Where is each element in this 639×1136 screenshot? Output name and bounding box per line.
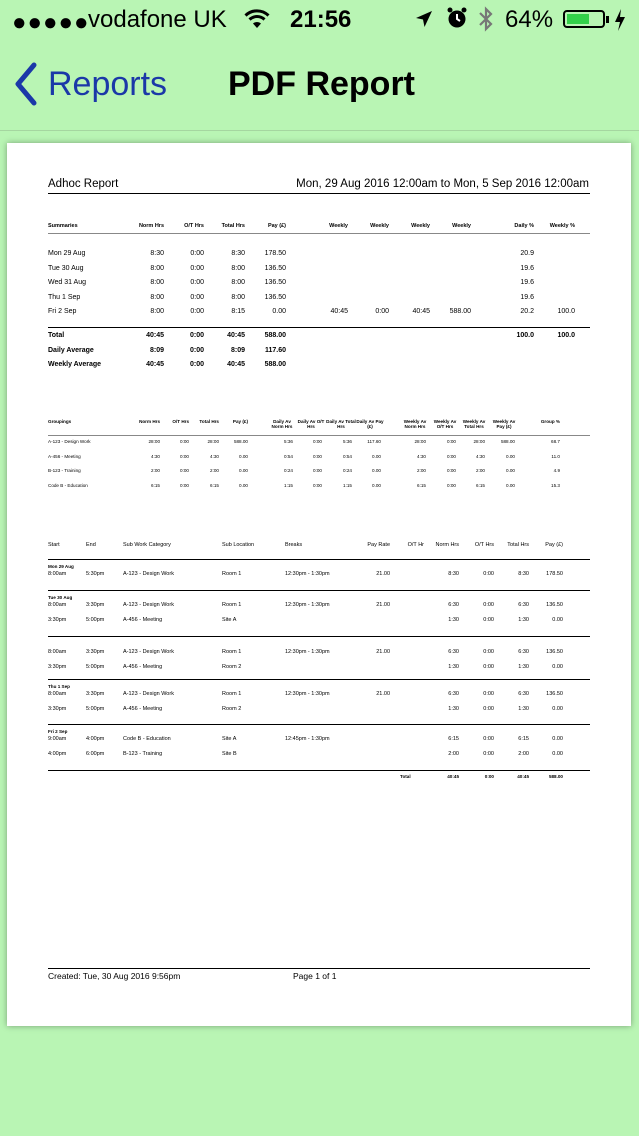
detail-cell: A-456 - Meeting [123, 706, 163, 712]
summary-cell: 8:00 [150, 279, 164, 286]
detail-cell: A-456 - Meeting [123, 664, 163, 670]
summary-cell: 19.6 [520, 264, 534, 272]
day-label: Fri 2 Sep [48, 729, 68, 734]
detail-cell: 0:00 [483, 571, 494, 577]
groupings-cell: 1:15 [343, 482, 352, 488]
summary-cell: 19.6 [520, 279, 534, 286]
detail-header: Pay Rate [367, 542, 390, 548]
groupings-cell: 0.00 [372, 468, 381, 473]
groupings-header: Weekly Av Total Hrs [462, 419, 486, 429]
detail-cell: 0.00 [552, 751, 563, 757]
day-rule [48, 724, 590, 725]
groupings-cell: 4:30 [151, 453, 160, 459]
summary-total-cell: Daily Average [48, 346, 94, 354]
groupings-header: Weekly Av O/T Hrs [433, 419, 457, 429]
summary-total-cell: Total [48, 332, 65, 339]
day-label: Tue 30 Aug [48, 595, 73, 600]
detail-cell: 3:30pm [48, 617, 67, 623]
groupings-cell: 0:54 [284, 453, 293, 459]
created-date: Created: Tue, 30 Aug 2016 9:56pm [48, 971, 181, 981]
detail-cell: Site B [222, 751, 237, 757]
detail-cell: 1:30 [518, 617, 529, 623]
detail-cell: Room 1 [222, 649, 242, 655]
detail-header: Breaks [285, 542, 303, 548]
groupings-header: Daily Av Total Hrs [326, 419, 356, 429]
summary-header: Weekly % [549, 223, 575, 229]
groupings-cell: 28:00 [473, 439, 485, 444]
detail-cell: 0:00 [483, 751, 494, 757]
detail-header-rule [48, 559, 590, 560]
signal-icon: ●●●●● [12, 9, 90, 36]
detail-cell: 6:30 [448, 649, 459, 655]
groupings-header: Group % [540, 419, 560, 424]
detail-cell: 0.00 [552, 617, 563, 623]
detail-cell: 3:30pm [86, 602, 105, 608]
groupings-header: Norm Hrs [139, 419, 160, 424]
summary-total-cell: 40:45 [146, 332, 164, 339]
summary-cell: 100.0 [557, 308, 575, 315]
detail-cell: 12:30pm - 1:30pm [285, 649, 330, 655]
groupings-header: Daily Av Norm Hrs [271, 419, 293, 429]
detail-header: Start [48, 542, 60, 548]
detail-cell: 1:30 [518, 664, 529, 670]
detail-cell: Room 1 [222, 691, 242, 697]
wifi-icon [244, 8, 270, 37]
groupings-cell: 0:24 [343, 468, 352, 473]
groupings-cell: 0:00 [180, 439, 189, 444]
groupings-cell: 2:00 [476, 468, 485, 473]
groupings-cell: 0.00 [372, 453, 381, 459]
groupings-header: Pay (£) [232, 419, 248, 424]
report-date-range: Mon, 29 Aug 2016 12:00am to Mon, 5 Sep 2016 12:00am [296, 178, 589, 190]
detail-cell: 8:00am [48, 602, 67, 608]
detail-cell: 2:00 [518, 751, 529, 757]
detail-cell: Site A [222, 736, 237, 742]
summary-total-cell: 0:00 [189, 361, 204, 368]
day-rule [48, 679, 590, 680]
groupings-cell: 0.00 [239, 482, 248, 488]
groupings-cell: 0:00 [447, 453, 456, 459]
groupings-cell: 0:00 [313, 439, 322, 444]
groupings-cell: 0.00 [239, 453, 248, 459]
detail-cell: 0:00 [483, 649, 494, 655]
groupings-header: Total Hrs [199, 419, 219, 424]
summary-cell: 588.00 [449, 308, 471, 315]
detail-cell: 21.00 [376, 649, 390, 655]
detail-cell: Room 1 [222, 602, 242, 608]
detail-cell: 6:30 [448, 691, 459, 697]
summary-total-cell: 0:00 [189, 346, 204, 354]
groupings-cell: 0:00 [180, 482, 189, 488]
detail-cell: 8:30 [448, 571, 459, 577]
detail-cell: 136.50 [546, 649, 563, 655]
summary-cell: Wed 31 Aug [48, 279, 87, 286]
groupings-cell: 2:00 [417, 468, 426, 473]
detail-cell: 6:30 [518, 602, 529, 608]
groupings-header: Weekly Av Pay (£) [492, 419, 516, 429]
groupings-cell: 0:00 [447, 482, 456, 488]
summary-cell: 136.50 [264, 293, 286, 301]
detail-cell: 0.00 [552, 706, 563, 712]
groupings-cell: A-456 - Meeting [48, 453, 81, 459]
summary-total-cell: 40:45 [227, 332, 245, 339]
charging-bolt-icon [614, 8, 626, 38]
detail-header: Total Hrs [507, 542, 529, 548]
detail-cell: 4:00pm [48, 751, 67, 757]
groupings-header: Daily Av O/T Hrs [297, 419, 325, 429]
groupings-cell: 0.00 [239, 468, 248, 473]
detail-cell: A-456 - Meeting [123, 617, 163, 623]
summary-cell: 0:00 [190, 264, 204, 272]
summary-total-cell: 117.60 [264, 346, 286, 354]
detail-cell: 6:30 [448, 602, 459, 608]
summary-cell: Thu 1 Sep [48, 293, 81, 301]
detail-header: Norm Hrs [435, 542, 459, 548]
groupings-cell: 0:00 [313, 482, 322, 488]
back-button-label: Reports [48, 64, 168, 103]
detail-cell: 6:30 [518, 649, 529, 655]
detail-cell: 8:00am [48, 571, 67, 577]
summary-cell: 136.50 [264, 279, 286, 286]
day-rule [48, 590, 590, 591]
detail-cell: 9:00am [48, 736, 67, 742]
groupings-cell: 588.00 [233, 439, 248, 444]
detail-cell: 136.50 [546, 691, 563, 697]
detail-cell: 12:30pm - 1:30pm [285, 691, 330, 697]
detail-cell: 6:15 [518, 736, 529, 742]
summary-cell: Mon 29 Aug [48, 250, 86, 257]
detail-cell: 0:00 [483, 706, 494, 712]
summary-total-cell: 40:45 [227, 361, 245, 368]
detail-cell: 1:30 [448, 706, 459, 712]
detail-cell: 0:00 [483, 691, 494, 697]
groupings-header-rule [48, 435, 590, 436]
alarm-clock-icon [446, 6, 468, 37]
detail-cell: 3:30pm [48, 706, 67, 712]
summary-cell: 8:15 [231, 308, 245, 315]
groupings-cell: 4:30 [210, 453, 219, 459]
summary-cell: 19.6 [520, 293, 534, 301]
detail-cell: 1:30 [518, 706, 529, 712]
detail-cell: 3:30pm [86, 649, 105, 655]
summary-total-cell: 40:45 [146, 361, 164, 368]
summary-total-cell: 100.0 [516, 332, 534, 339]
detail-header: Sub Work Category [123, 542, 171, 548]
summary-cell: 0:00 [190, 279, 204, 286]
summary-total-cell: 8:09 [149, 346, 164, 354]
footer-rule [48, 968, 590, 969]
summary-total-cell: 0:00 [189, 332, 204, 339]
day-label: Thu 1 Sep [48, 684, 70, 689]
summary-cell: 40:45 [330, 308, 348, 315]
groupings-cell: 68.7 [551, 439, 560, 444]
day-rule [48, 636, 590, 637]
summary-cell: 8:00 [231, 279, 245, 286]
summary-header: Norm Hrs [138, 223, 164, 229]
summary-total-cell: 8:09 [230, 346, 245, 354]
detail-cell: 3:30pm [86, 691, 105, 697]
groupings-cell: Code B - Education [48, 482, 88, 488]
summary-total-cell: 588.00 [264, 332, 286, 339]
detail-total-rule [48, 770, 590, 771]
detail-cell: 5:30pm [86, 571, 105, 577]
summary-total-cell: Weekly Average [48, 361, 102, 368]
battery-percent: 64% [505, 6, 554, 33]
detail-cell: 21.00 [376, 571, 390, 577]
groupings-cell: A-123 - Design Work [48, 439, 91, 444]
summary-cell: 136.50 [264, 264, 286, 272]
detail-cell: 21.00 [376, 691, 390, 697]
summary-cell: 8:00 [231, 293, 245, 301]
detail-cell: 0:00 [483, 664, 494, 670]
summary-header: O/T Hrs [184, 223, 204, 229]
detail-total-label: Total [400, 774, 411, 779]
summary-total-rule [48, 327, 590, 328]
groupings-cell: 4:30 [417, 453, 426, 459]
groupings-cell: 117.60 [367, 439, 381, 444]
detail-cell: 6:30 [518, 691, 529, 697]
groupings-cell: 2:00 [210, 468, 219, 473]
bluetooth-icon [478, 6, 494, 39]
groupings-cell: 28:00 [414, 439, 426, 444]
groupings-cell: 0:00 [313, 468, 322, 473]
summary-header: Weekly [370, 223, 389, 229]
groupings-cell: 28:00 [148, 439, 160, 444]
detail-cell: 5:00pm [86, 664, 105, 670]
summary-header: Pay (£) [267, 223, 286, 229]
summary-header: Weekly [452, 223, 471, 229]
status-bar [0, 0, 639, 40]
summary-cell: 0:00 [190, 250, 204, 257]
groupings-cell: 4.9 [553, 468, 560, 473]
detail-cell: 0:00 [483, 617, 494, 623]
detail-cell: 12:45pm - 1:30pm [285, 736, 330, 742]
detail-cell: Site A [222, 617, 237, 623]
detail-cell: 3:30pm [48, 664, 67, 670]
detail-cell: 0.00 [552, 736, 563, 742]
groupings-cell: 0.00 [372, 482, 381, 488]
summary-header: Daily % [514, 223, 534, 229]
summary-cell: 0:00 [375, 308, 389, 315]
groupings-cell: 0:00 [180, 453, 189, 459]
summary-cell: 178.50 [264, 250, 286, 257]
summary-header: Summaries [48, 223, 78, 229]
summary-total-cell: 100.0 [557, 332, 575, 339]
detail-total-cell: 588.00 [548, 774, 563, 779]
groupings-cell: 2:00 [151, 468, 160, 473]
detail-cell: 136.50 [546, 602, 563, 608]
detail-header: O/T Hrs [474, 542, 494, 548]
groupings-cell: 6:15 [210, 482, 219, 488]
groupings-cell: 0:00 [180, 468, 189, 473]
detail-cell: A-123 - Design Work [123, 571, 174, 577]
summary-cell: 8:00 [231, 264, 245, 272]
detail-cell: Code B - Education [123, 736, 171, 742]
detail-cell: 0:00 [483, 602, 494, 608]
summary-cell: Tue 30 Aug [48, 264, 84, 272]
summary-cell: 0.00 [272, 308, 286, 315]
groupings-header: Weekly Av Norm Hrs [403, 419, 427, 429]
summary-cell: 20.9 [520, 250, 534, 257]
header-rule [48, 193, 590, 194]
detail-cell: A-123 - Design Work [123, 602, 174, 608]
report-title: Adhoc Report [48, 178, 119, 190]
groupings-cell: 6:15 [417, 482, 426, 488]
groupings-header: O/T Hrs [172, 419, 189, 424]
clock-time: 21:56 [290, 6, 352, 33]
detail-cell: 0:00 [483, 736, 494, 742]
summary-cell: 8:30 [150, 250, 164, 257]
detail-cell: 21.00 [376, 602, 390, 608]
groupings-cell: 6:15 [476, 482, 485, 488]
detail-cell: 8:00am [48, 691, 67, 697]
groupings-cell: 0:54 [343, 453, 352, 459]
summary-cell: 0:00 [190, 293, 204, 301]
groupings-cell: 1:15 [284, 482, 293, 488]
detail-header: Pay (£) [545, 542, 563, 548]
summary-cell: 40:45 [412, 308, 430, 315]
summary-header-rule [48, 233, 590, 234]
detail-cell: Room 2 [222, 664, 242, 670]
detail-cell: 12:30pm - 1:30pm [285, 571, 330, 577]
groupings-cell: 5:36 [343, 439, 352, 444]
summary-cell: 8:00 [150, 264, 164, 272]
groupings-cell: 5:36 [284, 439, 293, 444]
groupings-cell: B-123 - Training [48, 468, 81, 473]
groupings-cell: 6:15 [151, 482, 160, 488]
detail-cell: A-123 - Design Work [123, 691, 174, 697]
detail-cell: 178.50 [546, 571, 563, 577]
groupings-cell: 0:00 [447, 468, 456, 473]
detail-header: Sub Location [222, 542, 255, 548]
detail-header: O/T Hr [407, 542, 424, 548]
groupings-cell: 0:00 [447, 439, 456, 444]
carrier-name: vodafone UK [88, 6, 227, 33]
groupings-cell: 4:30 [476, 453, 485, 459]
summary-cell: 0:00 [190, 308, 204, 315]
detail-cell: 4:00pm [86, 736, 105, 742]
summary-total-cell: 588.00 [264, 361, 286, 368]
groupings-header: Daily Av Pay (£) [356, 419, 384, 429]
groupings-cell: 15.3 [551, 482, 560, 488]
summary-cell: 8:00 [150, 293, 164, 301]
detail-cell: 8:00am [48, 649, 67, 655]
chevron-left-icon [14, 62, 38, 106]
groupings-cell: 28:00 [207, 439, 219, 444]
day-label: Mon 29 Aug [48, 564, 74, 569]
groupings-header: Groupings [48, 419, 72, 424]
summary-header: Total Hrs [221, 223, 245, 229]
detail-cell: 1:30 [448, 664, 459, 670]
summary-cell: 20.2 [520, 308, 534, 315]
summary-header: Weekly [329, 223, 348, 229]
groupings-cell: 0:00 [313, 453, 322, 459]
detail-cell: A-123 - Design Work [123, 649, 174, 655]
groupings-cell: 0.00 [506, 468, 515, 473]
groupings-cell: 588.00 [500, 439, 515, 444]
detail-cell: 5:00pm [86, 617, 105, 623]
detail-cell: 6:15 [448, 736, 459, 742]
detail-total-cell: 40:45 [517, 774, 529, 779]
groupings-cell: 0:24 [284, 468, 293, 473]
summary-header: Weekly [411, 223, 430, 229]
detail-cell: 1:30 [448, 617, 459, 623]
pdf-page[interactable] [7, 143, 631, 1026]
detail-cell: 12:30pm - 1:30pm [285, 602, 330, 608]
detail-cell: B-123 - Training [123, 751, 163, 757]
summary-cell: Fri 2 Sep [48, 308, 77, 315]
battery-tip [606, 16, 609, 23]
page-title: PDF Report [228, 65, 415, 103]
summary-cell: 8:00 [150, 308, 164, 315]
detail-cell: 5:00pm [86, 706, 105, 712]
detail-total-cell: 0:00 [484, 774, 494, 779]
page-number: Page 1 of 1 [293, 971, 337, 981]
detail-cell: Room 1 [222, 571, 242, 577]
groupings-cell: 0.00 [506, 482, 515, 488]
back-button[interactable] [14, 62, 167, 106]
groupings-cell: 0.00 [506, 453, 515, 459]
detail-cell: 6:00pm [86, 751, 105, 757]
detail-total-cell: 40:45 [447, 774, 459, 779]
summary-cell: 8:30 [231, 250, 245, 257]
location-arrow-icon [414, 8, 434, 36]
groupings-cell: 11.0 [551, 453, 560, 459]
detail-cell: 2:00 [448, 751, 459, 757]
battery-icon [563, 10, 605, 28]
navigation-bar [0, 40, 639, 131]
detail-cell: 0.00 [552, 664, 563, 670]
detail-cell: 8:30 [518, 571, 529, 577]
detail-header: End [86, 542, 96, 548]
detail-cell: Room 2 [222, 706, 242, 712]
